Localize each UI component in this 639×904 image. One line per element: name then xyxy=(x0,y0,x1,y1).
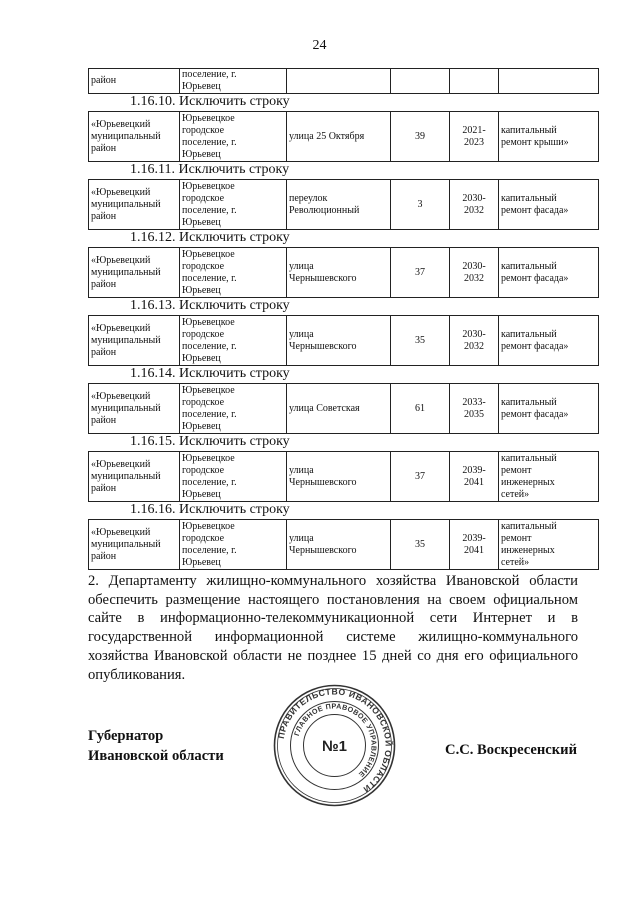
period-cell-line: 2030- xyxy=(462,328,486,340)
house-cell-line: 39 xyxy=(415,130,425,142)
district-cell xyxy=(89,180,180,230)
district-cell-line: муниципальный xyxy=(91,130,161,142)
period-cell xyxy=(450,180,499,230)
settlement-cell-line: городское xyxy=(182,192,225,204)
period-cell-line: 2032 xyxy=(464,204,484,216)
body-paragraph: 2. Департаменту жилищно-коммунального хозяйства Ивановской области обеспечить размещение настоящего постановления на своем официальном сайте в информационно-телекоммуникационной сети Интернет и в государственной информационной системе жилищно-коммунального хозяйства Ивановской области не позднее 15 дней со дня его официального опубликования. xyxy=(88,573,578,683)
period-cell xyxy=(450,112,499,162)
house-cell-line: 37 xyxy=(415,470,425,482)
work-type-cell-line: ремонт xyxy=(501,464,532,476)
settlement-cell-line: Юрьевец xyxy=(182,420,221,432)
work-type-cell-line: инженерных xyxy=(501,476,555,488)
period-cell-line: 2039- xyxy=(462,464,486,476)
settlement-cell-line: поселение, г. xyxy=(182,544,237,556)
work-type-cell-line: ремонт фасада» xyxy=(501,204,569,216)
work-type-cell-line: капитальный xyxy=(501,192,557,204)
settlement-cell-line: Юрьевецкое xyxy=(182,112,235,124)
page-number: 24 xyxy=(312,38,327,53)
work-type-cell xyxy=(499,452,599,502)
district-cell-line: район xyxy=(91,75,117,86)
section-heading: 1.16.15. Исключить строку xyxy=(130,434,290,449)
work-type-cell-line: ремонт фасада» xyxy=(501,408,569,420)
settlement-cell-line: Юрьевецкое xyxy=(182,316,235,328)
settlement-cell-line: поселение, г. xyxy=(182,408,237,420)
settlement-cell xyxy=(180,520,287,570)
street-cell-line: улица xyxy=(289,328,314,340)
district-cell-line: «Юрьевецкий xyxy=(91,390,151,402)
house-cell xyxy=(391,384,450,434)
work-type-cell xyxy=(499,180,599,230)
settlement-cell-line: поселение, г. xyxy=(182,69,237,80)
district-cell-line: «Юрьевецкий xyxy=(91,254,151,266)
house-cell xyxy=(391,316,450,366)
district-cell-line: район xyxy=(91,142,117,154)
settlement-cell-line: Юрьевец xyxy=(182,216,221,228)
street-cell-line: улица xyxy=(289,260,314,272)
street-cell xyxy=(287,384,391,434)
work-type-cell xyxy=(499,520,599,570)
settlement-cell-line: поселение, г. xyxy=(182,204,237,216)
house-cell xyxy=(391,69,450,94)
seal-inner-text: ГЛАВНОЕ ПРАВОВОЕ УПРАВЛЕНИЕ xyxy=(291,701,379,780)
street-cell-line: Революционный xyxy=(289,204,360,216)
settlement-cell xyxy=(180,384,287,434)
work-type-cell-line: капитальный xyxy=(501,396,557,408)
district-cell-line: район xyxy=(91,482,117,494)
district-cell-line: муниципальный xyxy=(91,538,161,550)
period-cell-line: 2033- xyxy=(462,396,486,408)
period-cell-line: 2032 xyxy=(464,272,484,284)
district-cell-line: район xyxy=(91,550,117,562)
seal-outer-text: ПРАВИТЕЛЬСТВО ИВАНОВСКОЙ ОБЛАСТИ xyxy=(275,686,394,795)
street-cell xyxy=(287,316,391,366)
street-cell-line: улица 25 Октября xyxy=(289,130,365,142)
house-cell-line: 35 xyxy=(415,334,425,346)
settlement-cell-line: Юрьевец xyxy=(182,352,221,364)
work-type-cell-line: капитальный xyxy=(501,328,557,340)
settlement-cell-line: городское xyxy=(182,260,225,272)
period-cell-line: 2041 xyxy=(464,544,484,556)
settlement-cell-line: городское xyxy=(182,532,225,544)
house-cell xyxy=(391,180,450,230)
work-type-cell-line: ремонт xyxy=(501,532,532,544)
period-cell xyxy=(450,69,499,94)
settlement-cell-line: Юрьевец xyxy=(182,488,221,500)
district-cell-line: район xyxy=(91,346,117,358)
work-type-cell-line: сетей» xyxy=(501,488,530,500)
section-heading: 1.16.13. Исключить строку xyxy=(130,298,290,313)
period-cell xyxy=(450,384,499,434)
table-row xyxy=(89,520,599,570)
work-type-cell xyxy=(499,248,599,298)
data-table xyxy=(88,247,599,298)
house-cell xyxy=(391,248,450,298)
section-heading: 1.16.12. Исключить строку xyxy=(130,230,290,245)
data-table xyxy=(88,451,599,502)
seal-number: №1 xyxy=(321,738,348,755)
work-type-cell xyxy=(499,69,599,94)
district-cell xyxy=(89,452,180,502)
period-cell-line: 2023 xyxy=(464,136,484,148)
settlement-cell-line: поселение, г. xyxy=(182,476,237,488)
table-row xyxy=(89,316,599,366)
settlement-cell xyxy=(180,112,287,162)
street-cell-line: улица Советская xyxy=(289,402,360,414)
period-cell xyxy=(450,248,499,298)
district-cell-line: «Юрьевецкий xyxy=(91,186,151,198)
settlement-cell-line: городское xyxy=(182,464,225,476)
district-cell-line: муниципальный xyxy=(91,334,161,346)
street-cell-line: улица xyxy=(289,532,314,544)
settlement-cell-line: Юрьевецкое xyxy=(182,520,235,532)
settlement-cell-line: Юрьевецкое xyxy=(182,452,235,464)
signature-title-line1: Губернатор xyxy=(88,728,164,744)
settlement-cell-line: поселение, г. xyxy=(182,136,237,148)
period-cell-line: 2030- xyxy=(462,192,486,204)
district-cell-line: муниципальный xyxy=(91,266,161,278)
street-cell xyxy=(287,180,391,230)
table-row xyxy=(89,452,599,502)
work-type-cell-line: ремонт крыши» xyxy=(501,136,569,148)
period-cell xyxy=(450,452,499,502)
settlement-cell-line: Юрьевец xyxy=(182,556,221,568)
house-cell-line: 35 xyxy=(415,538,425,550)
settlement-cell-line: Юрьевец xyxy=(182,284,221,296)
street-cell-line: Чернышевского xyxy=(289,340,357,352)
period-cell xyxy=(450,520,499,570)
settlement-cell-line: городское xyxy=(182,396,225,408)
street-cell-line: переулок xyxy=(289,192,328,204)
period-cell-line: 2039- xyxy=(462,532,486,544)
street-cell xyxy=(287,520,391,570)
district-cell xyxy=(89,384,180,434)
district-cell-line: «Юрьевецкий xyxy=(91,526,151,538)
street-cell-line: Чернышевского xyxy=(289,476,357,488)
work-type-cell-line: инженерных xyxy=(501,544,555,556)
work-type-cell xyxy=(499,384,599,434)
district-cell xyxy=(89,520,180,570)
data-table xyxy=(88,68,599,94)
street-cell xyxy=(287,452,391,502)
settlement-cell-line: Юрьевецкое xyxy=(182,384,235,396)
section-heading: 1.16.16. Исключить строку xyxy=(130,502,290,517)
table-row xyxy=(89,384,599,434)
data-table xyxy=(88,519,599,570)
street-cell-line: улица xyxy=(289,464,314,476)
district-cell-line: муниципальный xyxy=(91,402,161,414)
house-cell xyxy=(391,112,450,162)
period-cell-line: 2041 xyxy=(464,476,484,488)
signature-title-line2: Ивановской области xyxy=(88,748,224,764)
district-cell-line: муниципальный xyxy=(91,470,161,482)
work-type-cell-line: капитальный xyxy=(501,452,557,464)
data-table xyxy=(88,315,599,366)
settlement-cell-line: Юрьевец xyxy=(182,81,221,92)
street-cell xyxy=(287,69,391,94)
district-cell-line: район xyxy=(91,278,117,290)
settlement-cell xyxy=(180,69,287,94)
district-cell xyxy=(89,112,180,162)
work-type-cell xyxy=(499,112,599,162)
work-type-cell-line: сетей» xyxy=(501,556,530,568)
district-cell-line: муниципальный xyxy=(91,198,161,210)
district-cell-line: район xyxy=(91,414,117,426)
data-table xyxy=(88,383,599,434)
district-cell xyxy=(89,316,180,366)
district-cell-line: район xyxy=(91,210,117,222)
work-type-cell-line: ремонт фасада» xyxy=(501,272,569,284)
section-heading: 1.16.10. Исключить строку xyxy=(130,94,290,109)
work-type-cell-line: капитальный xyxy=(501,260,557,272)
signature-title xyxy=(88,726,224,766)
work-type-cell-line: капитальный xyxy=(501,124,557,136)
street-cell-line: Чернышевского xyxy=(289,272,357,284)
district-cell xyxy=(89,248,180,298)
period-cell xyxy=(450,316,499,366)
section-heading: 1.16.11. Исключить строку xyxy=(130,162,290,177)
table-row xyxy=(89,248,599,298)
table-row xyxy=(89,69,599,94)
house-cell xyxy=(391,452,450,502)
period-cell-line: 2032 xyxy=(464,340,484,352)
house-cell xyxy=(391,520,450,570)
official-seal-stamp xyxy=(272,683,397,808)
section-heading: 1.16.14. Исключить строку xyxy=(130,366,290,381)
settlement-cell-line: Юрьевецкое xyxy=(182,180,235,192)
settlement-cell xyxy=(180,248,287,298)
period-cell-line: 2021- xyxy=(462,124,486,136)
table-row xyxy=(89,180,599,230)
settlement-cell xyxy=(180,452,287,502)
period-cell-line: 2035 xyxy=(464,408,484,420)
work-type-cell-line: капитальный xyxy=(501,520,557,532)
district-cell-line: «Юрьевецкий xyxy=(91,322,151,334)
settlement-cell-line: городское xyxy=(182,124,225,136)
settlement-cell-line: Юрьевец xyxy=(182,148,221,160)
settlement-cell-line: поселение, г. xyxy=(182,340,237,352)
district-cell xyxy=(89,69,180,94)
house-cell-line: 3 xyxy=(417,198,423,210)
house-cell-line: 61 xyxy=(415,402,425,414)
settlement-cell-line: Юрьевецкое xyxy=(182,248,235,260)
settlement-cell-line: городское xyxy=(182,328,225,340)
settlement-cell xyxy=(180,316,287,366)
work-type-cell-line: ремонт фасада» xyxy=(501,340,569,352)
street-cell xyxy=(287,112,391,162)
work-type-cell xyxy=(499,316,599,366)
settlement-cell xyxy=(180,180,287,230)
street-cell xyxy=(287,248,391,298)
data-table xyxy=(88,179,599,230)
period-cell-line: 2030- xyxy=(462,260,486,272)
district-cell-line: «Юрьевецкий xyxy=(91,458,151,470)
table-row xyxy=(89,112,599,162)
district-cell-line: «Юрьевецкий xyxy=(91,118,151,130)
data-table xyxy=(88,111,599,162)
signature-name: С.С. Воскресенский xyxy=(445,742,577,758)
street-cell-line: Чернышевского xyxy=(289,544,357,556)
settlement-cell-line: поселение, г. xyxy=(182,272,237,284)
house-cell-line: 37 xyxy=(415,266,425,278)
